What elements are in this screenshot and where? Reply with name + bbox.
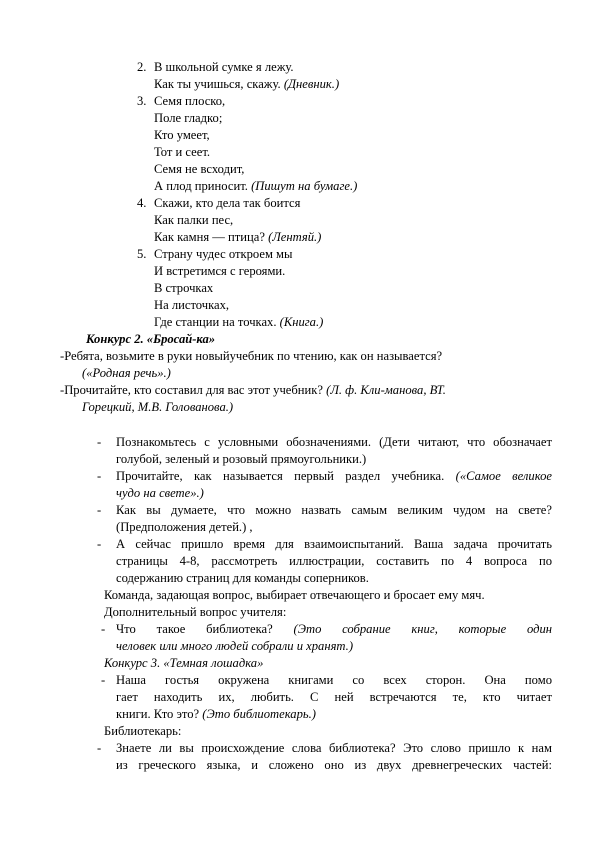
contest-3-title: Конкурс 3. «Темная лошадка»	[104, 656, 264, 670]
list-dash: -	[97, 537, 102, 551]
riddle-line: Семя не всходит,	[154, 162, 245, 176]
riddle-line: Скажи, кто дела так боится	[154, 196, 301, 210]
list-dash: -	[97, 469, 102, 483]
riddle-line: Как камня — птица? (Лентяй.)	[154, 230, 322, 244]
paragraph-line: из греческого языка, и сложено оно из двух древнегреческих частей:	[116, 758, 552, 772]
task-line: содержанию страниц для команды соперников.	[116, 571, 369, 585]
task-line: голубой, зеленый и розовый прямоугольники.)	[116, 452, 367, 466]
riddle-answer: (Книга.)	[279, 315, 324, 329]
question-line: -Ребята, возьмите в руки новыйучебник по чтению, как он называется?	[60, 349, 443, 363]
list-dash: -	[97, 435, 102, 449]
riddle-line: Где станции на точках. (Книга.)	[154, 315, 324, 329]
question-answer: человек или много людей собрали и хранят.)	[116, 639, 354, 653]
riddle-number: 3.	[137, 94, 147, 108]
riddle-line: Тот и сеет.	[154, 145, 211, 159]
riddle-line: И встретимся с героями.	[154, 264, 286, 278]
list-dash: -	[101, 622, 106, 636]
question-line: -Прочитайте, кто составил для вас этот учебник? (Л. ф. Кли-манова, ВТ.	[60, 383, 446, 397]
task-line: Прочитайте, как называется первый раздел учебника. («Самое великое	[116, 469, 552, 483]
riddle-text-line: книги. Кто это? (Это библиотекарь.)	[116, 707, 316, 721]
riddle-text-line: гает находить их, любить. С ней встречаются те, кто читает	[116, 690, 552, 704]
question-answer: Горецкий, М.В. Голованова.)	[82, 400, 234, 414]
riddle-text-line: Наша гостья окружена книгами со всех сторон. Она помо	[116, 673, 552, 687]
task-line: чудо на свете».)	[116, 486, 204, 500]
riddle-answer: (Дневник.)	[283, 77, 340, 91]
riddle-line: Как ты учишься, скажу. (Дневник.)	[154, 77, 340, 91]
paragraph: Команда, задающая вопрос, выбирает отвечающего и бросает ему мяч.	[104, 588, 485, 602]
riddle-line: В школьной сумке я лежу.	[154, 60, 294, 74]
riddle-number: 5.	[137, 247, 147, 261]
paragraph: Дополнительный вопрос учителя:	[104, 605, 287, 619]
list-dash: -	[101, 673, 106, 687]
contest-2-title: Конкурс 2. «Бросай-ка»	[86, 332, 216, 346]
task-line: страницы 4-8, рассмотреть иллюстрации, составить по 4 вопроса по	[116, 554, 552, 568]
speaker-label: Библиотекарь:	[104, 724, 182, 738]
list-dash: -	[97, 503, 102, 517]
riddle-answer: (Лентяй.)	[268, 230, 322, 244]
riddle-line: Семя плоско,	[154, 94, 226, 108]
riddle-number: 4.	[137, 196, 147, 210]
riddle-line: На листочках,	[154, 298, 230, 312]
task-line: (Предположения детей.) ,	[116, 520, 253, 534]
list-dash: -	[97, 741, 102, 755]
riddle-line: Страну чудес откроем мы	[154, 247, 293, 261]
paragraph-line: Знаете ли вы происхождение слова библиотека? Это слово пришло к нам	[116, 741, 552, 755]
riddle-line: Кто умеет,	[154, 128, 210, 142]
task-line: Как вы думаете, что можно назвать самым великим чудом на свете?	[116, 503, 552, 517]
riddle-line: А плод приносит. (Пишут на бумаге.)	[154, 179, 358, 193]
question-line: Что такое библиотека? (Это собрание книг, которые один	[116, 622, 553, 636]
task-line: А сейчас пришло время для взаимоиспытаний. Ваша задача прочитать	[116, 537, 552, 551]
riddle-line: Как палки пес,	[154, 213, 234, 227]
question-answer: («Родная речь».)	[82, 366, 171, 380]
riddle-line: В строчках	[154, 281, 214, 295]
riddle-number: 2.	[137, 60, 147, 74]
riddle-answer: (Пишут на бумаге.)	[251, 179, 358, 193]
riddle-line: Поле гладко;	[154, 111, 223, 125]
task-line: Познакомьтесь с условными обозначениями. (Дети читают, что обозначает	[116, 435, 552, 449]
